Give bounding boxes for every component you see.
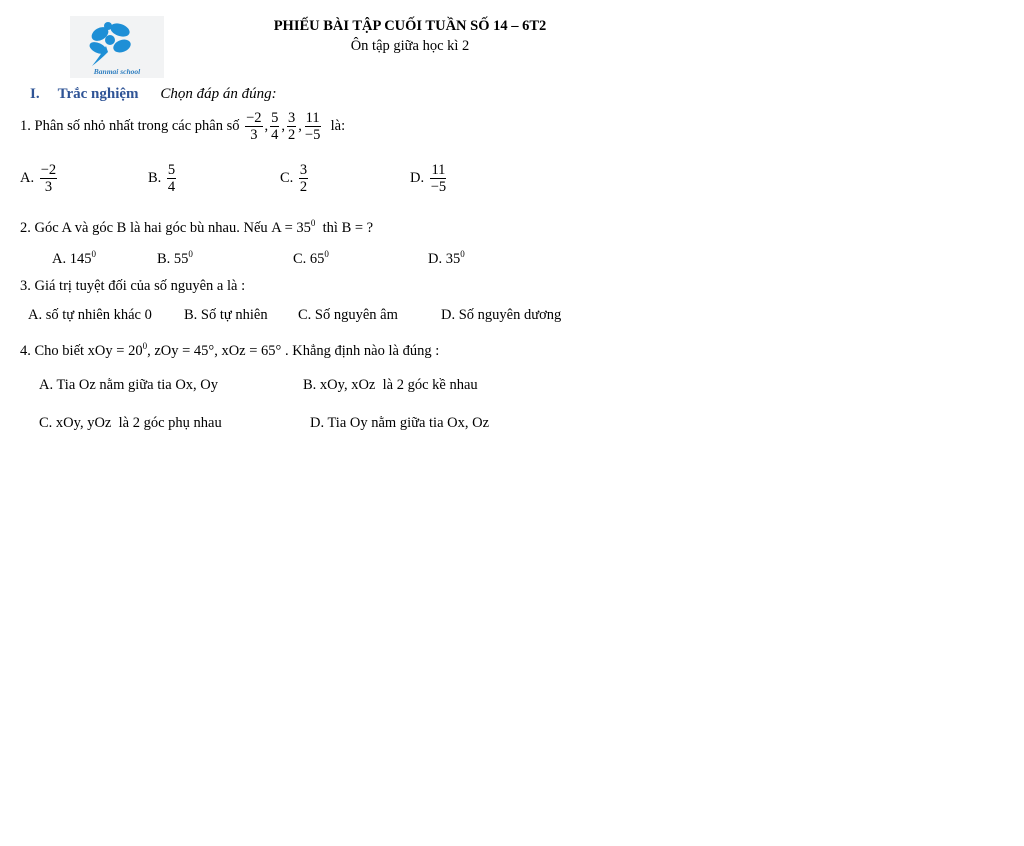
q2-option-c: C. $65^0$ [293, 249, 329, 267]
q2-option-b: B. $55^0$ [157, 249, 193, 267]
worksheet-subtitle: Ôn tập giữa học kì 2 [350, 38, 470, 54]
question-3: 3. Giá trị tuyệt đối của số nguyên a là : [20, 278, 246, 294]
q3-option-b: B. Số tự nhiên [184, 307, 268, 323]
school-logo [70, 16, 164, 78]
q4-prompt: 4. Cho biết [20, 342, 85, 359]
q4-option-d: D. Tia Oy nằm giữa tia Ox, Oz [310, 415, 490, 431]
flower-logo-icon [70, 16, 164, 71]
q1-fraction: $\frac{-2}{3}$ [246, 110, 262, 143]
q2-ask: B = ? [341, 219, 374, 236]
section-heading [30, 86, 277, 103]
q1-prompt: 1. Phân số nhỏ nhất trong các phân số [20, 117, 240, 134]
q3-option-c: C. Số nguyên âm [298, 307, 398, 323]
school-name: Banmai school [93, 67, 141, 76]
q1-option-a: A. $\frac{-2}{3}$ [20, 162, 57, 195]
q1-option-d: D. $\frac{11}{-5}$ [410, 162, 447, 195]
question-1: 1. Phân số nhỏ nhất trong các phân số $\frac{-2}{3}$ , $\frac{5}{4}$ , $\frac{3}{2}$ , $\frac{11}{-5}$ là: [20, 110, 346, 143]
q4-given-1: xOy = $20^0$, [87, 341, 151, 359]
q1-fraction: $\frac{3}{2}$ [288, 110, 296, 143]
q4-option-c: C. xOy, yOz là 2 góc phụ nhau [39, 415, 222, 431]
q4-suffix: . Khẳng định nào là đúng : [284, 342, 440, 359]
worksheet-title: PHIẾU BÀI TẬP CUỐI TUẦN SỐ 14 – 6T2 [273, 18, 547, 34]
q2-option-d: D. $35^0$ [428, 249, 465, 267]
q2-option-a: A. $145^0$ [52, 249, 96, 267]
q1-option-c: C. $\frac{3}{2}$ [280, 162, 308, 195]
question-4 [20, 341, 439, 360]
q4-option-a: A. Tia Oz nằm giữa tia Ox, Oy [39, 377, 219, 393]
q3-option-d: D. Số nguyên dương [441, 307, 562, 323]
q4-option-b: B. xOy, xOz là 2 góc kề nhau [303, 377, 478, 393]
q2-prompt: 2. Góc A và góc B là hai góc bù nhau. Nếu [20, 219, 268, 236]
q3-option-a: A. số tự nhiên khác 0 [28, 307, 152, 323]
q1-option-b: B. $\frac{5}{4}$ [148, 162, 176, 195]
q1-fraction: $\frac{5}{4}$ [271, 110, 279, 143]
question-2: 2. Góc A và góc B là hai góc bù nhau. Nếu $A = 35^0$ thì B = ? [20, 218, 374, 236]
q1-fraction: $\frac{11}{-5}$ [304, 110, 321, 143]
section-title: Trắc nghiệm [57, 86, 139, 102]
q2-condition: $A = 35^0$ [271, 218, 316, 236]
q4-given-2: zOy = 45°, xOz = 65° [154, 342, 282, 359]
q1-suffix: là: [330, 117, 346, 134]
section-number: I. [30, 86, 40, 102]
section-instruction: Chọn đáp án đúng: [160, 86, 277, 102]
